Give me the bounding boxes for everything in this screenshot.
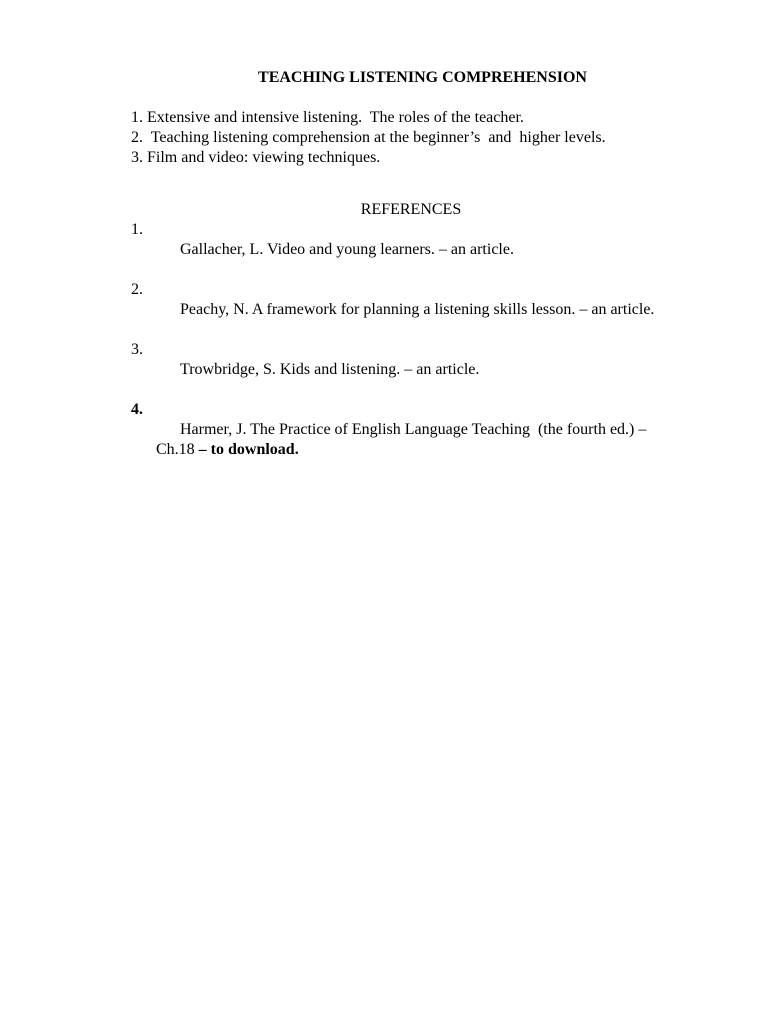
reference-text: Peachy, N. A framework for planning a listening skills lesson. – an article. xyxy=(180,301,655,318)
reference-text: Gallacher, L. Video and young learners. – an article. xyxy=(180,241,514,258)
reference-number: 1. xyxy=(131,221,143,238)
document-title: TEACHING LISTENING COMPREHENSION xyxy=(258,69,587,86)
reference-number: 2. xyxy=(131,281,143,298)
reference-item-4 xyxy=(131,400,731,480)
reference-text-line2: Ch.18 xyxy=(156,441,199,458)
reference-item-2 xyxy=(131,280,731,340)
reference-number: 4. xyxy=(131,401,143,418)
topic-item-1: 1. Extensive and intensive listening. The roles of the teacher. xyxy=(131,109,524,126)
reference-text: Trowbridge, S. Kids and listening. – an article. xyxy=(180,361,480,378)
reference-item-3 xyxy=(131,340,731,400)
references-list xyxy=(131,220,731,480)
topic-list xyxy=(131,108,606,168)
reference-text-line1: Harmer, J. The Practice of English Language Teaching (the fourth ed.) – xyxy=(180,421,647,438)
download-note: – to download. xyxy=(198,441,299,458)
topic-item-2: 2. Teaching listening comprehension at the beginner’s and higher levels. xyxy=(131,129,606,146)
reference-item-1 xyxy=(131,220,731,280)
references-heading: REFERENCES xyxy=(360,201,462,218)
topic-item-3: 3. Film and video: viewing techniques. xyxy=(131,149,381,166)
reference-number: 3. xyxy=(131,341,143,358)
